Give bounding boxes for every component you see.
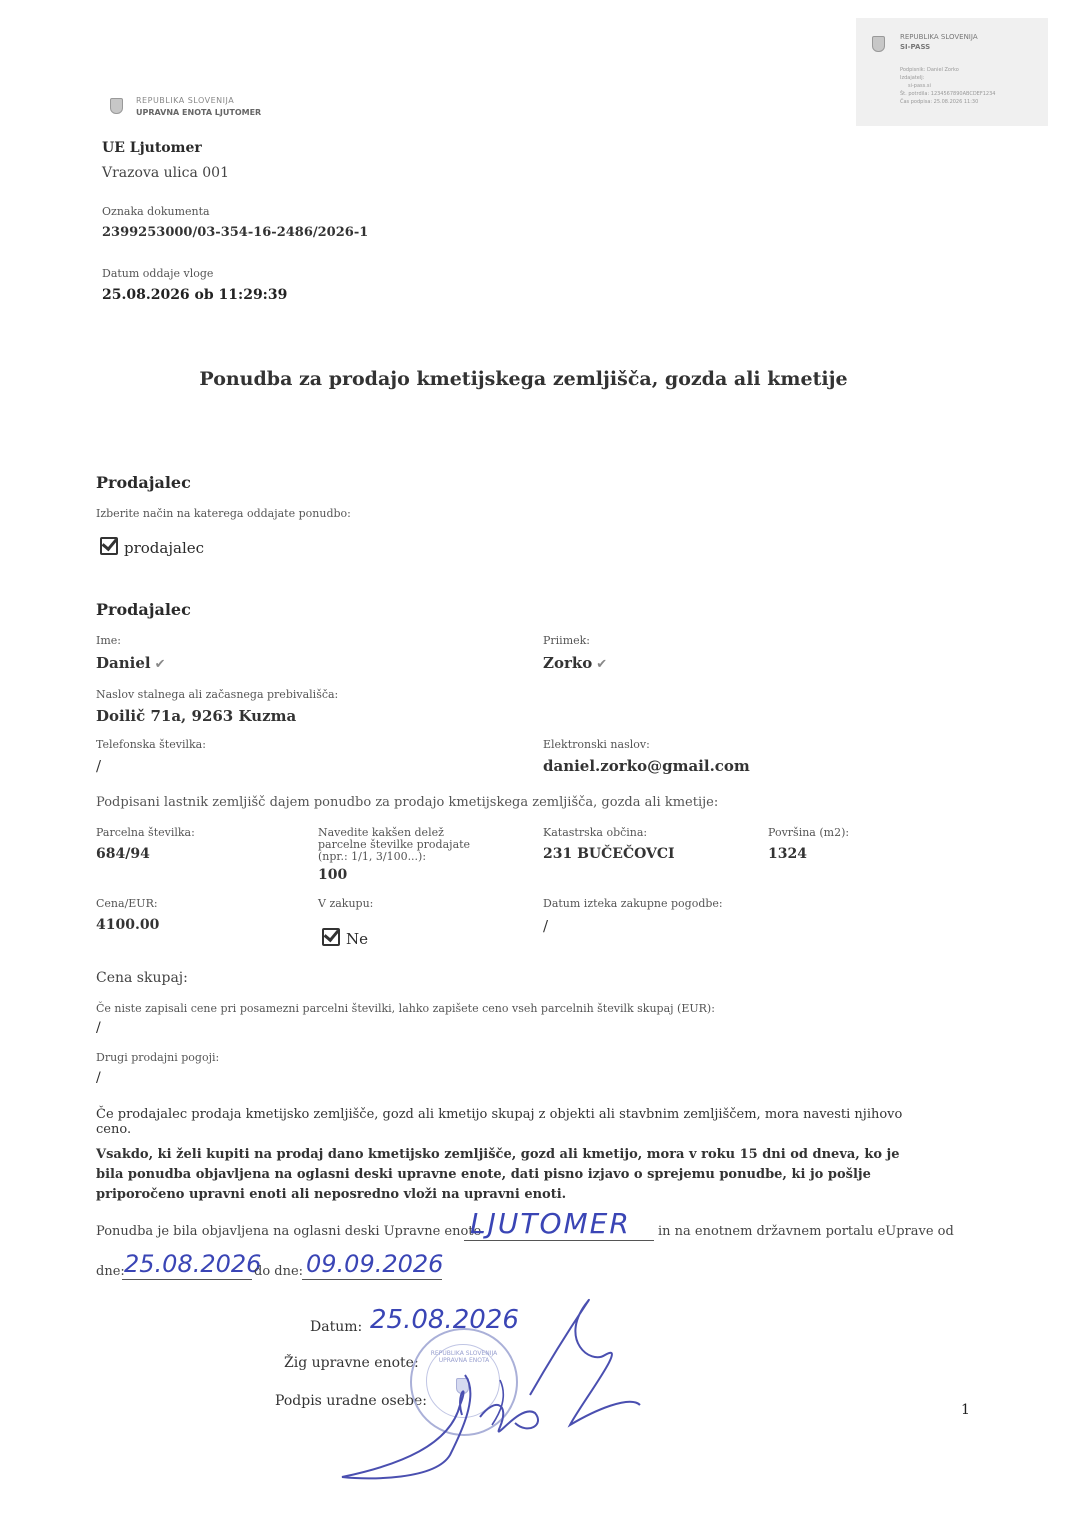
lease-value — [322, 928, 368, 948]
notice-objects: Če prodajalec prodaja kmetijsko zemljišče, gozd ali kmetijo skupaj z objekti ali stavbnim zemljiščem, mora navesti njihovo ceno. — [96, 1107, 903, 1137]
sipass-lines — [900, 66, 995, 106]
parcel-share-label: Navedite kakšen delež parcelne številke prodajate (npr.: 1/1, 3/100...): — [318, 826, 471, 864]
address-label: Naslov stalnega ali začasnega prebivališča: — [96, 688, 339, 701]
logo-line2: UPRAVNA ENOTA LJUTOMER — [136, 108, 262, 117]
notice-acceptance: Vsakdo, ki želi kupiti na prodaj dano kmetijsko zemljišče, gozd ali kmetijo, mora v roku 15 dni od dneva, ko je bila ponudba objavljena na oglasni deski upravne enote, dati pisno izjavo o sprejemu ponudbe, ki jo pošlje priporočeno upravni enoti ali neposredno vloži na upravni enoti. — [96, 1147, 900, 1202]
publication-to-line — [302, 1279, 442, 1280]
signature-label: Podpis uradne osebe: — [275, 1393, 427, 1409]
document-title: Ponudba za prodajo kmetijskega zemljišča, gozda ali kmetije — [199, 368, 848, 390]
lease-end-label: Datum izteka zakupne pogodbe: — [543, 897, 723, 910]
doc-ref-value: 2399253000/03-354-16-2486/2026-1 — [102, 225, 369, 240]
area-value: 1324 — [768, 846, 807, 862]
surname-value — [543, 654, 607, 672]
sipass-line: Čas podpisa: 25.08.2026 11:30 — [900, 99, 979, 105]
seller-option-label: prodajalec — [124, 539, 205, 557]
other-value: / — [96, 1070, 101, 1086]
seller-option — [100, 537, 204, 557]
name-value — [96, 654, 165, 672]
signoff-date-handwritten: 25.08.2026 — [370, 1305, 519, 1335]
name-label: Ime: — [96, 634, 121, 647]
checkbox-checked-icon — [100, 537, 118, 555]
recipient-address: Vrazova ulica 001 — [102, 165, 229, 181]
section2-heading: Prodajalec — [96, 600, 191, 619]
signature-scribble — [330, 1285, 650, 1485]
phone-label: Telefonska številka: — [96, 738, 206, 751]
doc-date-value: 25.08.2026 ob 11:29:39 — [102, 287, 288, 303]
other-label: Drugi prodajni pogoji: — [96, 1051, 220, 1064]
price-label: Cena/EUR: — [96, 897, 158, 910]
ko-label: Katastrska občina: — [543, 826, 648, 839]
publication-from-handwritten: 25.08.2026 — [124, 1250, 262, 1278]
lease-label: V zakupu: — [318, 897, 374, 910]
publication-text1: Ponudba je bila objavljena na oglasni deski Upravne enote — [96, 1224, 482, 1239]
parcel-share-value: 100 — [318, 867, 348, 883]
checkmark-icon: ✔ — [596, 657, 608, 672]
logo-line1: REPUBLIKA SLOVENIJA — [136, 96, 235, 105]
signoff-date-label: Datum: — [310, 1319, 363, 1335]
area-label: Površina (m2): — [768, 826, 850, 839]
price-value: 4100.00 — [96, 917, 160, 933]
sipass-line: si-pass.si — [908, 83, 931, 89]
email-value: daniel.zorko@gmail.com — [543, 757, 750, 775]
surname-text: Zorko — [543, 654, 593, 672]
stamp-text: REPUBLIKA SLOVENIJA UPRAVNA ENOTA — [430, 1350, 498, 1364]
publication-from-label: dne: — [96, 1264, 125, 1279]
recipient-name: UE Ljutomer — [102, 140, 202, 156]
email-label: Elektronski naslov: — [543, 738, 650, 751]
stamp-label: Žig upravne enote: — [284, 1355, 419, 1371]
lease-end-value: / — [543, 917, 549, 935]
checkbox-checked-icon — [322, 928, 340, 946]
doc-ref-label: Oznaka dokumenta — [102, 205, 210, 218]
section1-prompt: Izberite način na katerega oddajate ponudbo: — [96, 507, 351, 520]
sipass-box — [856, 18, 1048, 126]
publication-unit-line — [464, 1240, 654, 1241]
ko-value: 231 BUČEČOVCI — [543, 846, 675, 862]
parcel-num-label: Parcelna številka: — [96, 826, 195, 839]
surname-label: Priimek: — [543, 634, 591, 647]
total-heading: Cena skupaj: — [96, 970, 188, 986]
checkmark-icon: ✔ — [154, 657, 166, 672]
doc-date-label: Datum oddaje vloge — [102, 267, 214, 280]
publication-to-handwritten: 09.09.2026 — [306, 1250, 444, 1278]
name-text: Daniel — [96, 654, 151, 672]
lease-value-text: Ne — [346, 930, 369, 948]
page-number: 1 — [961, 1402, 970, 1418]
address-value: Doilič 71a, 9263 Kuzma — [96, 707, 297, 725]
section1-heading: Prodajalec — [96, 473, 191, 492]
parcel-num-value: 684/94 — [96, 846, 150, 862]
sipass-line: Št. potrdila: 1234567890ABCDEF1234 — [900, 91, 996, 97]
sipass-line: Podpisnik: Daniel Zorko — [900, 67, 959, 73]
sipass-crest-icon — [872, 36, 885, 52]
phone-value: / — [96, 757, 102, 775]
total-value: / — [96, 1020, 101, 1036]
ue-crest-icon — [110, 98, 123, 114]
total-note: Če niste zapisali cene pri posamezni parcelni številki, lahko zapišete ceno vseh parcelnih številk skupaj (EUR): — [96, 1002, 715, 1015]
sipass-header: REPUBLIKA SLOVENIJA — [900, 33, 978, 41]
sipass-sub: SI-PASS — [900, 43, 931, 51]
publication-to-label: do dne: — [254, 1264, 304, 1279]
offer-statement: Podpisani lastnik zemljišč dajem ponudbo za prodajo kmetijskega zemljišča, gozda ali kmetije: — [96, 795, 719, 810]
sipass-line: Izdajatelj: — [900, 75, 925, 81]
publication-text2: in na enotnem državnem portalu eUprave od — [658, 1224, 954, 1239]
publication-from-line — [122, 1279, 252, 1280]
publication-unit-handwritten: LJUTOMER — [470, 1207, 631, 1240]
